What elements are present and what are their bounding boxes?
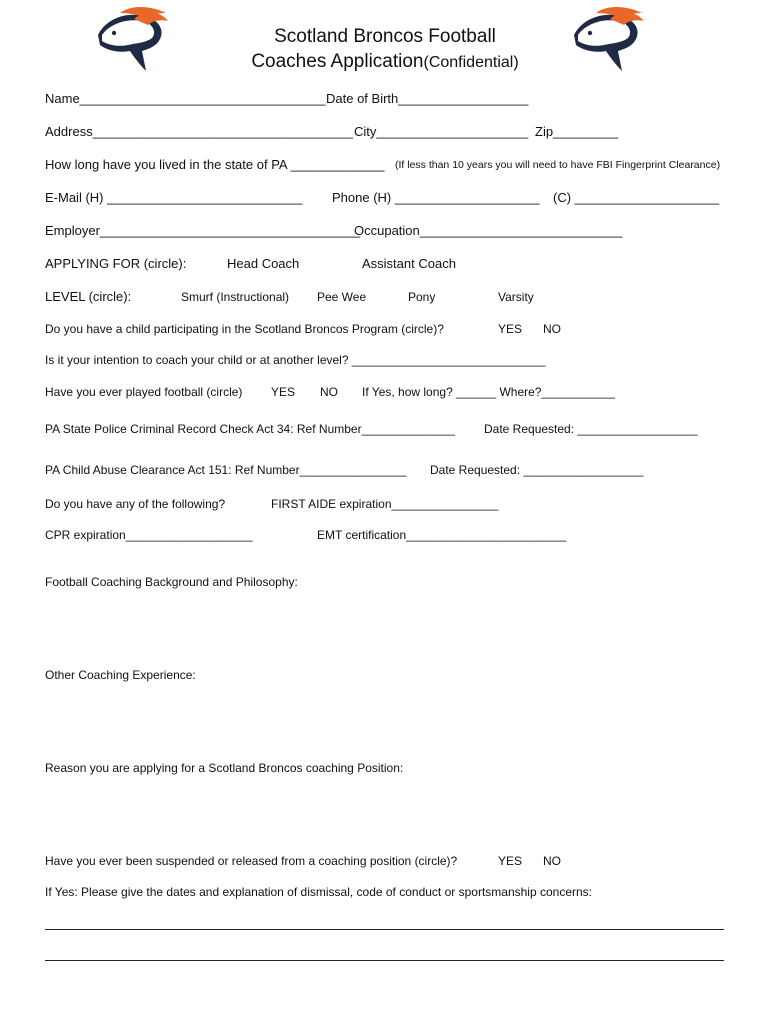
pa-residency-note: (If less than 10 years you will need to have FBI Fingerprint Clearance) bbox=[395, 159, 721, 171]
reason-label: Reason you are applying for a Scotland Broncos coaching Position: bbox=[45, 761, 404, 775]
option-smurf[interactable]: Smurf (Instructional) bbox=[181, 290, 290, 304]
if-yes-explanation-label: If Yes: Please give the dates and explanation of dismissal, code of conduct or sportsmanship concerns: bbox=[45, 885, 592, 899]
phone-cell-field[interactable]: (C) ____________________ bbox=[553, 190, 720, 205]
option-pony[interactable]: Pony bbox=[408, 290, 436, 304]
played-no[interactable]: NO bbox=[320, 385, 338, 399]
answer-line[interactable] bbox=[45, 960, 724, 961]
child-program-question: Do you have a child participating in the Scotland Broncos Program (circle)? bbox=[45, 322, 444, 336]
title-line-1: Scotland Broncos Football bbox=[274, 26, 496, 47]
played-followup-field[interactable]: If Yes, how long? ______ Where?___________ bbox=[362, 385, 615, 399]
address-field[interactable]: Address____________________________________ bbox=[45, 124, 353, 139]
employer-field[interactable]: Employer____________________________________ bbox=[45, 223, 361, 238]
pa-residency-field[interactable]: How long have you lived in the state of PA _____________ bbox=[45, 157, 385, 172]
suspended-no[interactable]: NO bbox=[543, 854, 561, 868]
zip-field[interactable]: Zip_________ bbox=[535, 124, 619, 139]
police-check-date-field[interactable]: Date Requested: __________________ bbox=[484, 422, 698, 436]
played-yes[interactable]: YES bbox=[271, 385, 296, 399]
suspended-question: Have you ever been suspended or released from a coaching position (circle)? bbox=[45, 854, 458, 868]
bronco-head-icon bbox=[90, 5, 170, 75]
email-field[interactable]: E-Mail (H) ___________________________ bbox=[45, 190, 303, 205]
title-line-2-main: Coaches Application bbox=[251, 51, 424, 72]
child-abuse-date-field[interactable]: Date Requested: __________________ bbox=[430, 463, 644, 477]
philosophy-label: Football Coaching Background and Philosophy: bbox=[45, 575, 298, 589]
option-pee-wee[interactable]: Pee Wee bbox=[317, 290, 367, 304]
emt-field[interactable]: EMT certification________________________ bbox=[317, 528, 567, 542]
first-aid-field[interactable]: FIRST AIDE expiration________________ bbox=[271, 497, 499, 511]
level-label: LEVEL (circle): bbox=[45, 289, 132, 304]
occupation-field[interactable]: Occupation____________________________ bbox=[354, 223, 623, 238]
title-line-2 bbox=[185, 49, 585, 75]
child-program-yes[interactable]: YES bbox=[498, 322, 523, 336]
certs-question: Do you have any of the following? bbox=[45, 497, 226, 511]
played-question: Have you ever played football (circle) bbox=[45, 385, 243, 399]
option-head-coach[interactable]: Head Coach bbox=[227, 256, 300, 271]
name-field[interactable]: Name__________________________________ bbox=[45, 91, 326, 106]
answer-line[interactable] bbox=[45, 929, 724, 930]
other-experience-label: Other Coaching Experience: bbox=[45, 668, 196, 682]
option-assistant-coach[interactable]: Assistant Coach bbox=[362, 256, 456, 271]
police-check-field[interactable]: PA State Police Criminal Record Check Act 34: Ref Number______________ bbox=[45, 422, 456, 436]
child-abuse-field[interactable]: PA Child Abuse Clearance Act 151: Ref Number________________ bbox=[45, 463, 407, 477]
page-title bbox=[185, 24, 585, 75]
dob-field[interactable]: Date of Birth__________________ bbox=[326, 91, 529, 106]
child-program-no[interactable]: NO bbox=[543, 322, 561, 336]
option-varsity[interactable]: Varsity bbox=[498, 290, 534, 304]
applying-for-label: APPLYING FOR (circle): bbox=[45, 256, 187, 271]
title-suffix: (Confidential) bbox=[423, 54, 519, 71]
suspended-yes[interactable]: YES bbox=[498, 854, 523, 868]
city-field[interactable]: City_____________________ bbox=[354, 124, 529, 139]
phone-home-field[interactable]: Phone (H) ____________________ bbox=[332, 190, 540, 205]
cpr-field[interactable]: CPR expiration___________________ bbox=[45, 528, 253, 542]
coach-child-field[interactable]: Is it your intention to coach your child or at another level? _____________________________ bbox=[45, 353, 546, 367]
